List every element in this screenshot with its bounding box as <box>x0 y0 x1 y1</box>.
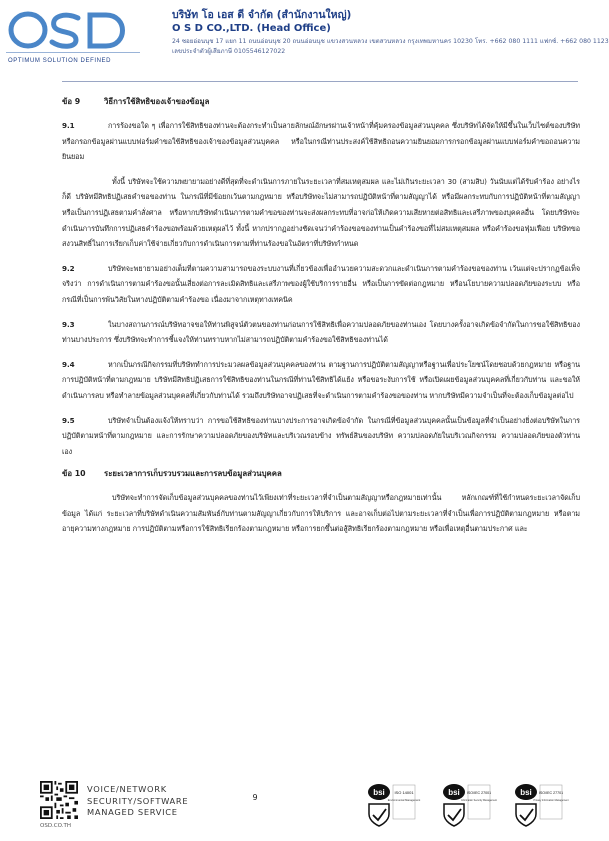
header-divider <box>62 81 578 82</box>
service-tagline <box>87 784 188 819</box>
cert-brand: bsi <box>373 788 385 797</box>
paragraph-9-1-continued: ทั้งนี้ บริษัทจะใช้ความพยายามอย่างดีที่สุดที่จะดำเนินการภายในระยะเวลาที่สมเหตุสมผล และไม่เกินระยะเวลา 30 (สามสิบ) วันนับแต่ได้รับคำร้อง อย่างไรก็ดี บริษัทมีสิทธิปฏิเสธคำขอของท่าน ในกรณีที่มีข้อยกเว้นตามกฎหมาย หรือบริษัทจะไม่สามารถปฏิบัติหน้าที่ตามสัญญาได้ หรือมีผลกระทบกับการปฏิบัติหน้าที่ตามสัญญา หรือเป็นการปฏิเสธตามคำสั่งศาล หรือหากบริษัทดำเนินการตามคำขอของท่านจะส่งผลกระทบที่อาจก่อให้เกิดความเสียหายต่อสิทธิและเสรีภาพของบุคคลอื่น โดยบริษัทจะดำเนินการบันทึกการปฏิเสธคำร้องขอพร้อมด้วยเหตุผลไว้ ทั้งนี้ หากปรากฏอย่างชัดเจนว่าคำร้องขอของท่านเป็นคำร้องขอที่ไม่สมเหตุสมผล หรือคำร้องขอฟุ่มเฟือย บริษัทขอสงวนสิทธิ์ในการเรียกเก็บค่าใช้จ่ายเกี่ยวกับการดำเนินการตามที่ท่านร้องขอในอัตราที่บริษัทกำหนด <box>62 176 580 249</box>
company-name-th: บริษัท โอ เอส ดี จำกัด (สำนักงานใหญ่) <box>172 9 352 21</box>
cert-brand: bsi <box>520 788 532 797</box>
cert-code: ISO/IEC 27001 <box>466 791 492 795</box>
paragraph-9-1 <box>62 118 580 165</box>
service-line-2: SECURITY/SOFTWARE <box>87 795 189 806</box>
bsi-iso27701-badge <box>513 782 569 830</box>
paragraph-9-4 <box>62 357 580 404</box>
cert-desc: Information Security Management <box>461 799 497 802</box>
service-line-1: VOICE/NETWORK <box>87 784 167 794</box>
cert-desc: Environmental Management <box>387 799 421 802</box>
section-number: ข้อ 10 <box>62 469 86 479</box>
paragraph-9-3 <box>62 317 580 348</box>
bsi-iso27001-badge <box>441 782 497 830</box>
cert-brand: bsi <box>448 788 460 797</box>
osd-logo <box>6 6 140 72</box>
section-title: ระยะเวลาการเก็บรวบรวมและการลบข้อมูลส่วนบุคคล <box>104 469 282 479</box>
section-9-heading <box>62 96 580 108</box>
clause-number: 9.4 <box>62 359 75 369</box>
section-title: วิธีการใช้สิทธิของเจ้าของข้อมูล <box>104 97 210 106</box>
clause-text: หากเป็นกรณีกิจกรรมที่บริษัททำการประมวลผลข้อมูลส่วนบุคคลของท่าน ตามฐานการปฏิบัติตามสัญญาหรือฐานเพื่อประโยชน์โดยชอบด้วยกฎหมาย หรือฐานการปฏิบัติหน้าที่ตามกฎหมาย บริษัทมีสิทธิปฏิเสธการใช้สิทธิของท่านในกรณีที่ท่านใช้สิทธิได้แย้ง หรือขอระงับการใช้ หรือเปิดเผยข้อมูลส่วนบุคคลที่เกี่ยวกับท่าน และขอให้ดำเนินการลบ หรือทำลายข้อมูลส่วนบุคคลที่เกี่ยวกับท่านได้ รวมถึงบริษัทอาจปฏิเสธที่จะดำเนินการตามคำร้องขอของท่าน หากบริษัทมีความจำเป็นที่จะต้องเก็บข้อมูลต่อไป <box>62 359 580 400</box>
clause-number: 9.2 <box>62 263 75 273</box>
company-tax-id: เลขประจำตัวผู้เสียภาษี 0105546127022 <box>172 48 286 55</box>
website-url[interactable]: OSD.CO.TH <box>40 823 71 829</box>
clause-text: บริษัทจำเป็นต้องแจ้งให้ทราบว่า การขอใช้สิทธิของท่านบางประการอาจเกิดข้อจำกัด ในกรณีที่ข้อมูลส่วนบุคคลนั้นเป็นข้อมูลที่จำเป็นอย่างยิ่งต่อบริษัทในการปฏิบัติตามหน้าที่ตามกฎหมาย และการรักษาความปลอดภัยของบริษัทและบริเวณรอบข้าง ทรัพย์สินของบริษัท ความปลอดภัยในบริเวณกิจกรรม ความปลอดภัยของตัวท่านเอง <box>62 415 580 456</box>
company-address: 24 ซอยอ่อนนุช 17 แยก 11 ถนนอ่อนนุช 20 ถนนอ่อนนุช แขวงสวนหลวง เขตสวนหลวง กรุงเทพมหานคร 10230 โทร. +662 080 1111 แฟกซ์. +662 080 1123 <box>172 38 609 45</box>
footer-branding <box>40 781 190 835</box>
paragraph-9-2 <box>62 261 580 308</box>
clause-text: การร้องขอใด ๆ เพื่อการใช้สิทธิของท่านจะต้องกระทำเป็นลายลักษณ์อักษรผ่านเจ้าหน้าที่คุ้มครองข้อมูลส่วนบุคคล ซึ่งบริษัทได้จัดให้มีขึ้นในเว็บไซต์ของบริษัท หรือกรอกข้อมูลผ่านแบบฟอร์มคำขอใช้สิทธิของเจ้าของข้อมูลส่วนบุคคล หรือในกรณีท่านประสงค์ใช้สิทธิถอนความยินยอมการกรอกข้อมูลผ่านแบบฟอร์มคำขอถอนความยินยอม <box>62 121 580 162</box>
cert-code: ISO 14001 <box>394 790 414 795</box>
paragraph-9-5 <box>62 413 580 460</box>
cert-code: ISO/IEC 27701 <box>538 791 564 795</box>
bsi-iso14001-badge <box>366 782 421 830</box>
company-name-en: O S D CO.,LTD. (Head Office) <box>172 23 331 34</box>
cert-desc: Privacy Information Management <box>533 799 569 802</box>
qr-code-icon[interactable] <box>40 781 78 819</box>
clause-number: 9.1 <box>62 121 75 130</box>
document-body <box>62 96 580 546</box>
clause-text: ในบางสถานการณ์บริษัทอาจขอให้ท่านพิสูจน์ตัวตนของท่านก่อนการใช้สิทธิเพื่อความปลอดภัยของท่านเอง โดยบางครั้งอาจเกิดข้อจำกัดในการขอใช้สิทธิของท่านบางประการ ซึ่งบริษัทจะทำการชี้แจงให้ท่านทราบหากไม่สามารถปฏิบัติตามคำร้องขอใช้สิทธิของท่านได้ <box>62 319 580 345</box>
page-header <box>0 0 609 70</box>
page-number: 9 <box>252 793 258 802</box>
service-line-3: MANAGED SERVICE <box>87 807 178 817</box>
company-info <box>172 8 609 56</box>
logo-tagline: OPTIMUM SOLUTION DEFINED <box>8 58 112 64</box>
paragraph-10-1: บริษัทจะทำการจัดเก็บข้อมูลส่วนบุคคลของท่านไว้เพียงเท่าที่ระยะเวลาที่จำเป็นตามสัญญาหรือกฎหมายเท่านั้น หลักเกณฑ์ที่ใช้กำหนดระยะเวลาจัดเก็บข้อมูล ได้แก่ ระยะเวลาที่บริษัทดำเนินความสัมพันธ์กับท่านตามสัญญาเกี่ยวกับการให้บริการ และอาจเก็บต่อไปตามระยะเวลาที่จำเป็นเพื่อการปฏิบัติตามกฎหมาย หรือตามอายุความทางกฎหมาย การปฏิบัติตามหรือการใช้สิทธิเรียกร้องตามกฎหมาย หรือการยกขึ้นต่อสู้สิทธิเรียกร้องตามกฎหมาย หรือเพื่อเหตุอื่นตามประกาศ และ <box>62 493 580 534</box>
clause-text: บริษัทจะพยายามอย่างเต็มที่ตามความสามารถของระบบงานที่เกี่ยวข้องเพื่ออำนวยความสะดวกและดำเนินการตามคำร้องขอของท่าน เว้นแต่จะปรากฏข้อเท็จจริงว่า การดำเนินการตามคำร้องขอนั้นเสี่ยงต่อการละเมิดสิทธิและเสรีภาพของผู้ใช้บริการรายอื่น หรือเป็นการขัดต่อกฎหมาย หรือนโยบายความปลอดภัยของระบบ หรือกรณีที่เป็นการพ้นวิสัยในทางปฏิบัติตามคำร้องขอ เนื่องมาจากเหตุทางเทคนิค <box>62 263 580 304</box>
section-10-heading <box>62 468 580 480</box>
clause-number: 9.5 <box>62 415 75 425</box>
section-number: ข้อ 9 <box>62 97 81 106</box>
clause-number: 9.3 <box>62 319 75 329</box>
